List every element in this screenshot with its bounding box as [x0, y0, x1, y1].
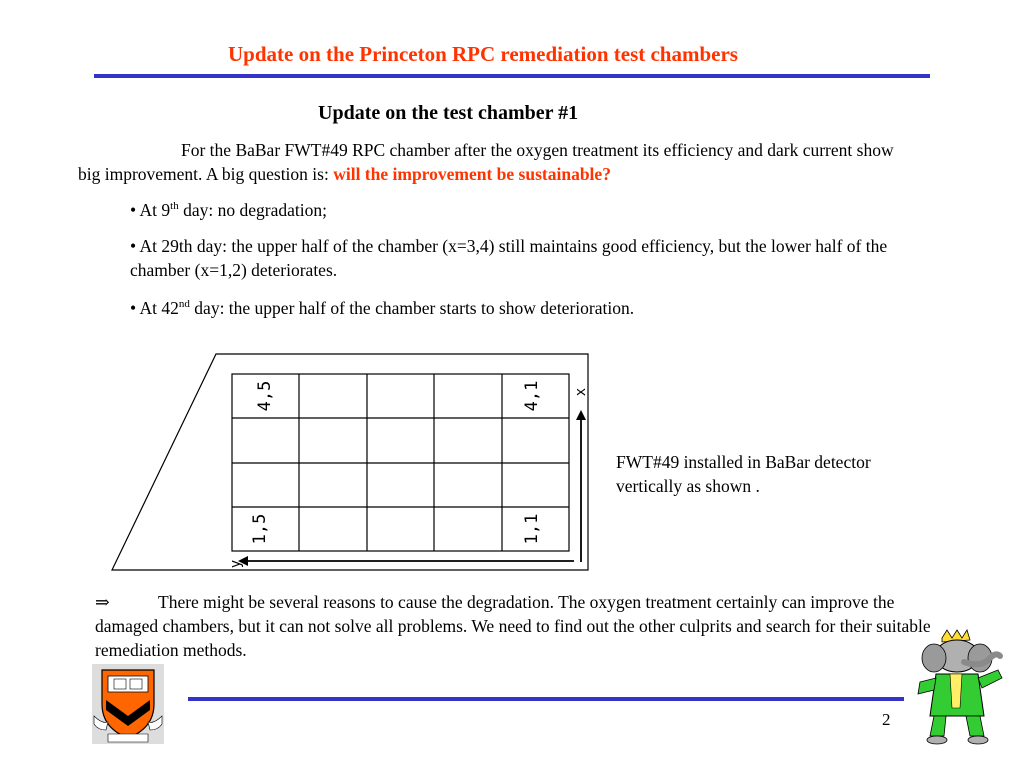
x-axis-arrow [576, 410, 586, 562]
bullet-prefix: • At 42 [130, 298, 179, 318]
diagram-caption: FWT#49 installed in BaBar detector vertically as shown . [616, 452, 871, 496]
cell-label-bottom-right: 1,1 [522, 513, 542, 545]
bullet-day-29: • At 29th day: the upper half of the chamber (x=3,4) still maintains good efficiency, but the lower half of the chamber (x=1,2) deteriorates. [130, 236, 888, 280]
y-axis-arrow [238, 556, 574, 566]
section-heading: Update on the test chamber #1 [318, 102, 579, 124]
elephant-mascot [912, 628, 1012, 748]
cell-label-top-right: 4,1 [522, 380, 542, 412]
conclusion-paragraph [95, 590, 945, 662]
slide-title: Update on the Princeton RPC remediation test chambers [228, 42, 738, 66]
chamber-diagram [100, 348, 600, 578]
intro-text: For the BaBar FWT#49 RPC chamber after the oxygen treatment its efficiency and dark current show big improvement. A big question is: [78, 140, 894, 184]
bullet-superscript: nd [178, 298, 190, 311]
cell-label-top-left: 4,5 [255, 380, 275, 412]
bullet-superscript: th [170, 200, 179, 213]
chamber-outline [112, 354, 588, 570]
implies-arrow-icon: ⇒ [95, 592, 110, 612]
intro-paragraph [78, 138, 918, 186]
x-axis-label: x [573, 387, 589, 397]
bullet-suffix: day: no degradation; [178, 200, 327, 220]
conclusion-text: There might be several reasons to cause the degradation. The oxygen treatment certainly can improve the damaged chambers, but it can not solve all problems. We need to find out the other culprits and search for their suitable remediation methods. [95, 592, 931, 660]
y-axis-label: y [228, 559, 244, 569]
intro-highlight: will the improvement be sustainable? [333, 164, 611, 184]
bullet-prefix: • At 9 [130, 200, 171, 220]
bullet-suffix: day: the upper half of the chamber starts to show deterioration. [189, 298, 635, 318]
princeton-shield-logo [92, 664, 164, 744]
strip-grid [232, 374, 569, 551]
cell-label-bottom-left: 1,5 [250, 513, 270, 545]
page-number: 2 [882, 710, 891, 729]
bullet-day-42 [130, 296, 920, 320]
footer-divider [188, 697, 904, 701]
title-divider [94, 74, 930, 78]
bullet-day-9 [130, 198, 920, 222]
